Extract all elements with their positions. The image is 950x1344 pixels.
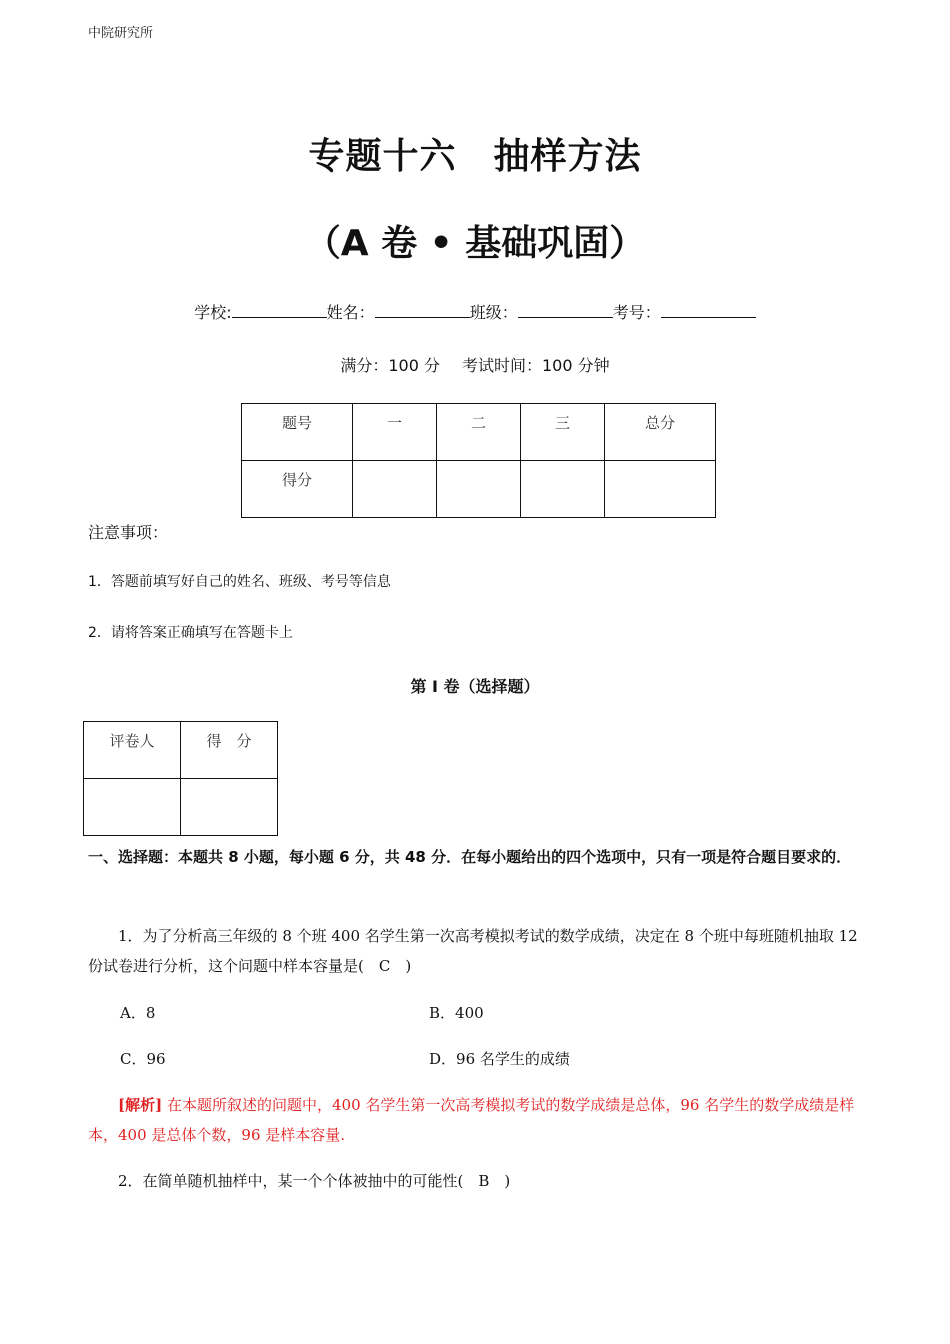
- page-subtitle: （A 卷 • 基础巩固）: [304, 223, 646, 264]
- score-cell[interactable]: [605, 461, 716, 518]
- score-cell[interactable]: [437, 461, 521, 518]
- part-title: 第 I 卷（选择题）: [410, 677, 540, 696]
- grader-score-header: 得 分: [181, 722, 278, 779]
- notice-item: 2．请将答案正确填写在答题卡上: [88, 625, 293, 641]
- q1-option-b: B．400: [429, 1004, 484, 1022]
- analysis-tag: [解析]: [118, 1096, 163, 1114]
- grader-score-cell[interactable]: [181, 779, 278, 836]
- q1-option-c: C．96: [120, 1050, 166, 1068]
- score-cell[interactable]: [521, 461, 605, 518]
- exam-no-blank[interactable]: [661, 303, 756, 318]
- full-score: 满分：100 分: [340, 356, 440, 375]
- name-label: 姓名：: [326, 303, 375, 322]
- q1-analysis: [88, 1090, 864, 1150]
- score-table-header: 总分: [605, 404, 716, 461]
- score-time-line: [0, 353, 950, 376]
- class-blank[interactable]: [518, 303, 613, 318]
- score-table-header: 二: [437, 404, 521, 461]
- name-blank[interactable]: [375, 303, 470, 318]
- score-table-header: 一: [353, 404, 437, 461]
- score-table-header-row: [242, 404, 716, 461]
- score-row-label: 得分: [242, 461, 353, 518]
- notice-item: 1．答题前填写好自己的姓名、班级、考号等信息: [88, 574, 391, 590]
- analysis-text: 在本题所叙述的问题中，400 名学生第一次高考模拟考试的数学成绩是总体，96 名学生的数学成绩是样本，400 是总体个数，96 是样本容量.: [88, 1096, 855, 1144]
- notice-title: 注意事项：: [88, 523, 169, 542]
- school-label: 学校:: [194, 303, 232, 322]
- score-cell[interactable]: [353, 461, 437, 518]
- student-info-line: [0, 300, 950, 323]
- grader-header: 评卷人: [84, 722, 181, 779]
- header-org: 中院研究所: [88, 26, 154, 41]
- grader-cell[interactable]: [84, 779, 181, 836]
- exam-no-label: 考号：: [612, 303, 661, 322]
- score-table-header: 三: [521, 404, 605, 461]
- exam-time: 考试时间：100 分钟: [462, 356, 610, 375]
- q1-option-a: A．8: [120, 1004, 156, 1022]
- q1-option-d: D．96 名学生的成绩: [429, 1050, 570, 1068]
- grader-table: [83, 721, 278, 836]
- question-2: 2．在简单随机抽样中，某一个个体被抽中的可能性( B ): [118, 1172, 511, 1190]
- school-blank[interactable]: [232, 303, 327, 318]
- score-table: [241, 403, 716, 518]
- page-title: 专题十六 抽样方法: [308, 136, 642, 177]
- class-label: 班级：: [469, 303, 518, 322]
- section-heading: 一、选择题：本题共 8 小题，每小题 6 分，共 48 分．在每小题给出的四个选项中，只有一项是符合题目要求的．: [88, 848, 852, 866]
- score-table-header: 题号: [242, 404, 353, 461]
- score-table-score-row: [242, 461, 716, 518]
- question-1: 1．为了分析高三年级的 8 个班 400 名学生第一次高考模拟考试的数学成绩，决定在 8 个班中每班随机抽取 12 份试卷进行分析，这个问题中样本容量是( C ): [88, 927, 858, 975]
